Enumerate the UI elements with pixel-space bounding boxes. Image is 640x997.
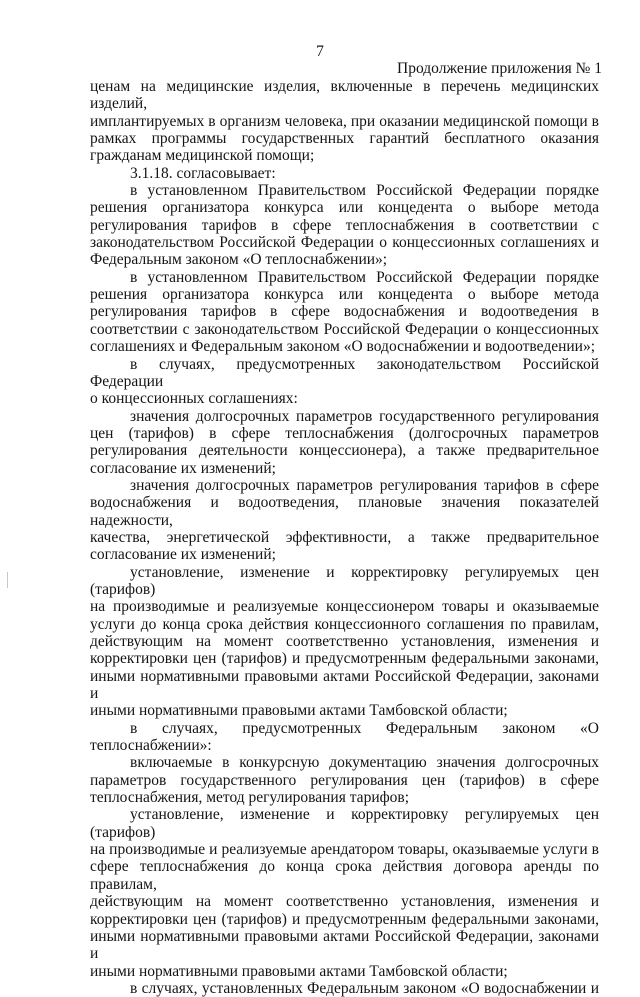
text-line: иными нормативными правовыми актами Российской Федерации, законами и — [90, 667, 599, 703]
text-line: сфере теплоснабжения до конца срока действия договора аренды по правилам, — [90, 858, 599, 893]
text-line: решения организатора конкурса или концедента о выборе метода — [90, 286, 599, 304]
text-line: установление, изменение и корректировку регулируемых цен (тарифов) — [90, 563, 599, 598]
text-line: корректировки цен (тарифов) и предусмотренным федеральными законами, — [90, 650, 599, 668]
clause-heading: 3.1.18. согласовывает: — [130, 164, 276, 182]
text-line: Федеральным законом «О теплоснабжении»; — [90, 251, 388, 269]
text-line: значения долгосрочных параметров регулирования тарифов в сфере — [130, 476, 599, 494]
text-line: соглашениях и Федеральным законом «О водоснабжении и водоотведении»; — [90, 338, 596, 356]
text-line: водоснабжения и водоотведения, плановые значения показателей надежности, — [90, 494, 599, 529]
scan-margin-mark — [7, 572, 8, 588]
text-line: действующим на момент соответственно установления, изменения и — [90, 633, 599, 650]
text-line: регулирования тарифов в сфере водоснабжения и водоотведения в — [90, 303, 599, 321]
text-line: цен (тарифов) в сфере теплоснабжения (долгосрочных параметров — [90, 424, 599, 442]
text-line: корректировки цен (тарифов) и предусмотренным федеральными законами, — [90, 910, 599, 928]
document-body — [90, 78, 599, 997]
text-line: на производимые и реализуемые концессионером товары и оказываемые — [90, 598, 599, 616]
text-line: иными нормативными правовыми актами Тамбовской области; — [90, 962, 508, 980]
text-line: регулирования тарифов в сфере теплоснабжения в соответствии с — [90, 216, 599, 234]
text-line: теплоснабжении»: — [90, 737, 212, 755]
appendix-continuation-note: Продолжение приложения № 1 — [397, 60, 602, 77]
text-line: в случаях, предусмотренных Федеральным законом «О — [130, 719, 599, 737]
text-line: регулирования деятельности концессионера), а также предварительное — [90, 442, 599, 460]
text-line: значения долгосрочных параметров государственного регулирования — [130, 407, 599, 425]
text-line: действующим на момент соответственно установления, изменения и — [90, 893, 599, 911]
text-line: в установленном Правительством Российской Федерации порядке — [130, 268, 599, 286]
text-line: качества, энергетической эффективности, а также предварительное — [90, 528, 599, 546]
text-line: в установленном Правительством Российской Федерации порядке — [130, 182, 599, 200]
text-line: согласование их изменений; — [90, 459, 276, 477]
text-line: теплоснабжения, метод регулирования тарифов; — [90, 789, 410, 807]
text-line: решения организатора конкурса или концедента о выборе метода — [90, 199, 599, 217]
text-line: соответствии с законодательством Российской Федерации о концессионных — [90, 320, 599, 338]
page-number: 7 — [316, 43, 324, 60]
text-line: услуги до конца срока действия концессионного соглашения по правилам, — [90, 615, 599, 633]
text-line: иными нормативными правовыми актами Российской Федерации, законами и — [90, 927, 599, 963]
text-line: гражданам медицинской помощи; — [90, 147, 315, 165]
text-line: параметров государственного регулирования цен (тарифов) в сфере — [90, 771, 599, 789]
text-line: в случаях, предусмотренных законодательством Российской Федерации — [90, 355, 599, 390]
text-line: ценам на медицинские изделия, включенные в перечень медицинских изделий, — [90, 78, 599, 113]
text-line: законодательством Российской Федерации о концессионных соглашениях и — [90, 234, 599, 252]
text-line: имплантируемых в организм человека, при оказании медицинской помощи в — [90, 112, 599, 130]
text-line: согласование их изменений; — [90, 546, 276, 564]
text-line: о концессионных соглашениях: — [90, 390, 298, 408]
text-line: рамках программы государственных гарантий бесплатного оказания — [90, 130, 599, 148]
text-line: установление, изменение и корректировку регулируемых цен (тарифов) — [90, 806, 599, 841]
text-line: иными нормативными правовыми актами Тамбовской области; — [90, 702, 508, 720]
text-line: в случаях, установленных Федеральным законом «О водоснабжении и — [130, 979, 599, 997]
text-line: на производимые и реализуемые арендатором товары, оказываемые услуги в — [90, 841, 599, 859]
text-line: включаемые в конкурсную документацию значения долгосрочных — [130, 754, 599, 772]
